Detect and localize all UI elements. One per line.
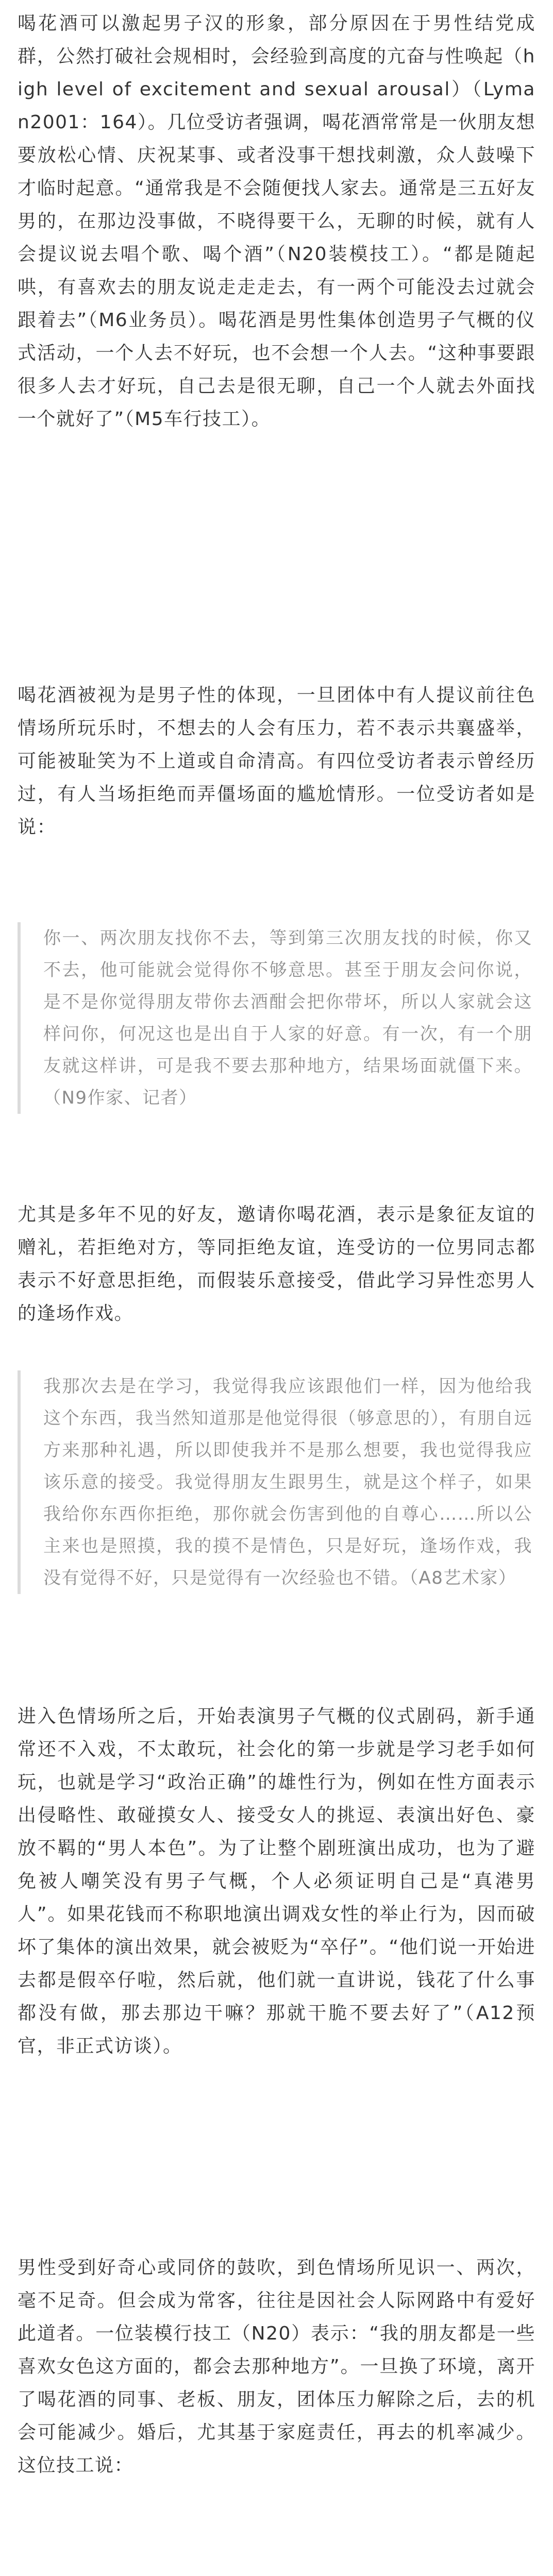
blockquote-1 xyxy=(18,922,535,1114)
blockquote-1-text: 你一、两次朋友找你不去，等到第三次朋友找的时候，你又不去，他可能就会觉得你不够意思。甚至于朋友会问你说，是不是你觉得朋友带你去酒酣会把你带坏，所以人家就会这样问你，何况这也是出自于人家的好意。有一次，有一个朋友就这样讲，可是我不要去那种地方，结果场面就僵下来。（N9作家、记者） xyxy=(43,928,532,1108)
blockquote-2-text: 我那次去是在学习，我觉得我应该跟他们一样，因为他给我这个东西，我当然知道那是他觉得很（够意思的），有朋自远方来那种礼遇，所以即使我并不是那么想要，我也觉得我应该乐意的接受。我觉得朋友生跟男生，就是这个样子，如果我给你东西你拒绝，那你就会伤害到他的自尊心……所以公主来也是照摸，我的摸不是情色，只是好玩，逢场作戏，我没有觉得不好，只是觉得有一次经验也不错。（A8艺术家） xyxy=(43,1376,532,1588)
paragraph-1: 喝花酒可以激起男子汉的形象，部分原因在于男性结党成群，公然打破社会规相时，会经验到高度的亢奋与性唤起（high level of excitement and sexual arousal）（Lyman2001：164）。几位受访者强调，喝花酒常常是一伙朋友想要放松心情、庆祝某事、或者没事干想找刺激，众人鼓噪下才临时起意。“通常我是不会随便找人家去。通常是三五好友男的，在那边没事做，不晓得要干么，无聊的时候，就有人会提议说去唱个歌、喝个酒”（N20装模技工）。“都是随起哄，有喜欢去的朋友说走走走去，有一两个可能没去过就会跟着去”（M6业务员）。喝花酒是男性集体创造男子气概的仪式活动，一个人去不好玩，也不会想一个人去。“这种事要跟很多人去才好玩，自己去是很无聊，自己一个人就去外面找一个就好了”（M5车行技工）。 xyxy=(18,13,535,430)
blockquote-2 xyxy=(18,1370,535,1594)
paragraph-2: 喝花酒被视为是男子性的体现，一旦团体中有人提议前往色情场所玩乐时，不想去的人会有压力，若不表示共襄盛举，可能被耻笑为不上道或自命清高。有四位受访者表示曾经历过，有人当场拒绝而弄僵场面的尴尬情形。一位受访者如是说： xyxy=(18,685,535,838)
paragraph-4: 进入色情场所之后，开始表演男子气概的仪式剧码，新手通常还不入戏，不太敢玩，社会化的第一步就是学习老手如何玩，也就是学习“政治正确”的雄性行为，例如在性方面表示出侵略性、敢碰摸女人、接受女人的挑逗、表演出好色、豪放不羁的“男人本色”。为了让整个剧班演出成功，也为了避免被人嘲笑没有男子气概，个人必须证明自己是“真港男人”。如果花钱而不称职地演出调戏女性的举止行为，因而破坏了集体的演出效果，就会被贬为“卒仔”。“他们说一开始进去都是假卒仔啦，然后就，他们就一直讲说，钱花了什么事都没有做，那去那边干嘛？那就干脆不要去好了”（A12预官，非正式访谈）。 xyxy=(18,1706,535,2057)
paragraph-5: 男性受到好奇心或同侪的鼓吹，到色情场所见识一、两次，毫不足奇。但会成为常客，往往是因社会人际网路中有爱好此道者。一位装模行技工（N20）表示：“我的朋友都是一些喜欢女色这方面的，都会去那种地方”。一旦换了环境，离开了喝花酒的同事、老板、朋友，团体压力解除之后，去的机会可能减少。婚后，尤其基于家庭责任，再去的机率减少。这位技工说： xyxy=(18,2257,535,2476)
paragraph-3: 尤其是多年不见的好友，邀请你喝花酒，表示是象征友谊的赠礼，若拒绝对方，等同拒绝友谊，连受访的一位男同志都表示不好意思拒绝，而假装乐意接受，借此学习异性恋男人的逢场作戏。 xyxy=(18,1204,535,1324)
